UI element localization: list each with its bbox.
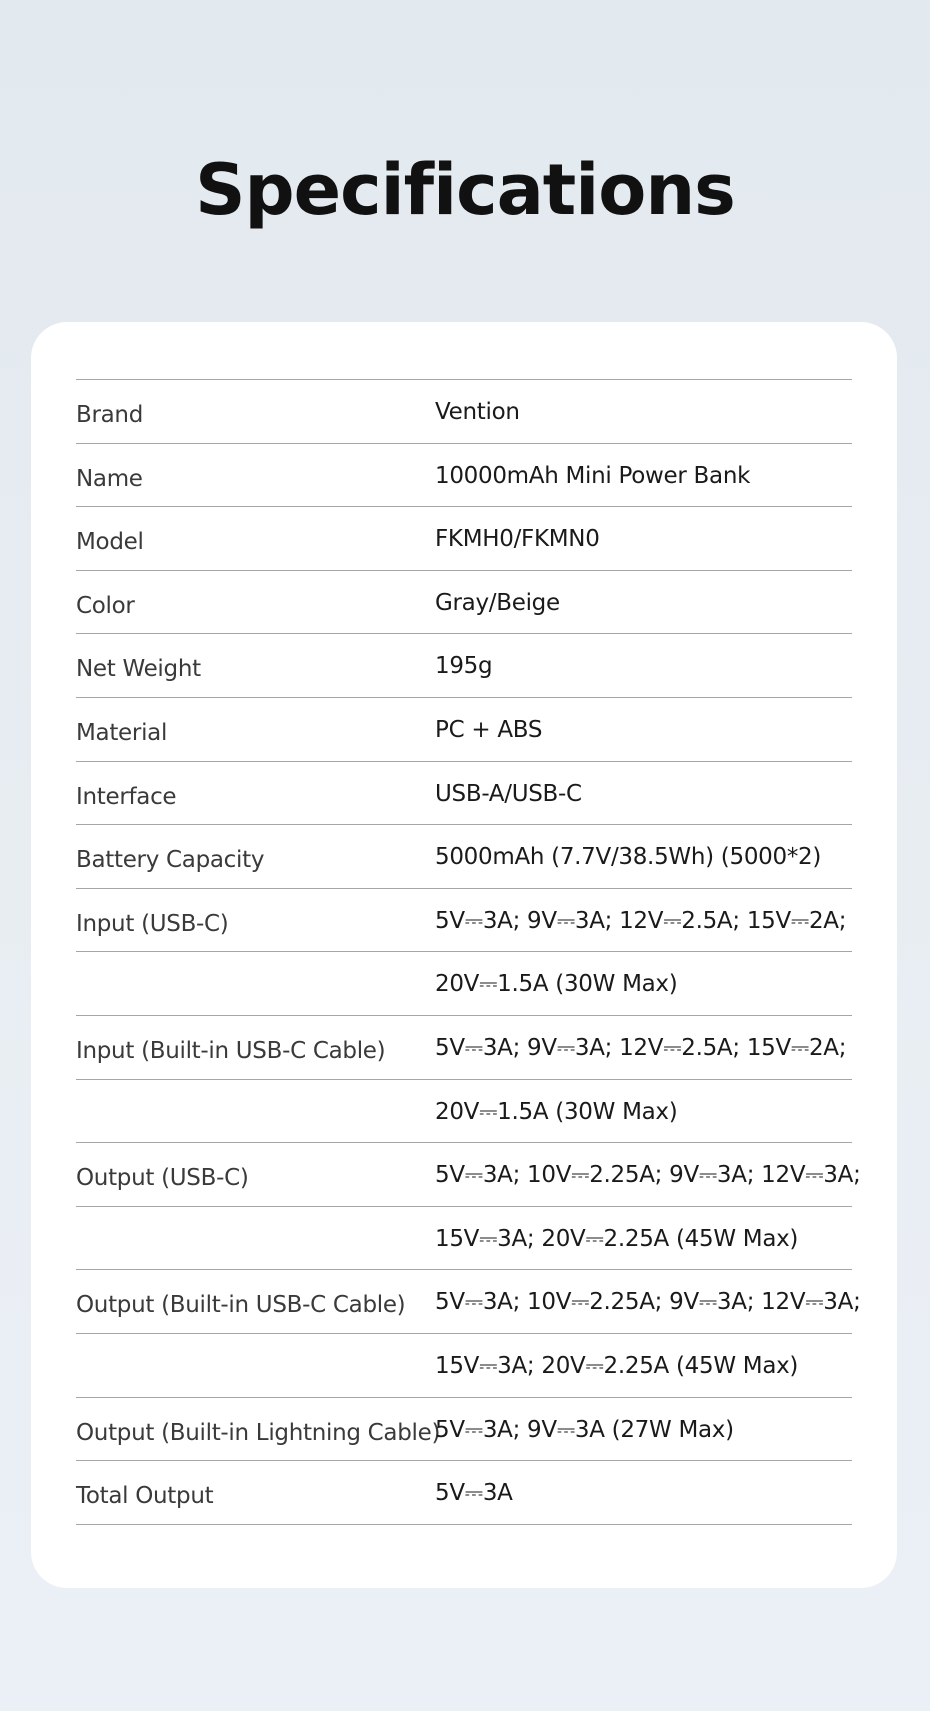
spec-value: Gray/Beige xyxy=(435,589,560,616)
spec-value: Vention xyxy=(435,399,520,425)
spec-label: Material xyxy=(76,719,168,746)
spec-label: Brand xyxy=(76,402,144,428)
spec-value: FKMH0/FKMN0 xyxy=(435,526,600,553)
spec-row xyxy=(76,571,852,635)
spec-label: Battery Capacity xyxy=(76,847,265,874)
spec-label: Output (USB-C) xyxy=(76,1165,249,1192)
spec-value: 5000mAh (7.7V/38.5Wh) (5000*2) xyxy=(435,844,822,871)
spec-label: Total Output xyxy=(76,1483,214,1510)
spec-label: Output (Built-in Lightning Cable) xyxy=(76,1419,441,1446)
spec-label: Net Weight xyxy=(76,656,201,683)
spec-row-continued xyxy=(76,1207,852,1271)
spec-value: 20V⎓1.5A (30W Max) xyxy=(435,1098,678,1125)
spec-row xyxy=(76,698,852,762)
spec-row-continued xyxy=(76,952,852,1016)
spec-value: 5V⎓3A; 9V⎓3A; 12V⎓2.5A; 15V⎓2A; xyxy=(435,907,847,934)
spec-value: USB-A/USB-C xyxy=(435,780,582,807)
spec-label: Input (USB-C) xyxy=(76,910,229,937)
spec-row xyxy=(76,634,852,698)
spec-label: Input (Built-in USB-C Cable) xyxy=(76,1037,386,1064)
spec-row xyxy=(76,507,852,571)
spec-value: 195g xyxy=(435,653,493,680)
spec-label: Model xyxy=(76,529,144,556)
spec-row xyxy=(76,1016,852,1080)
spec-row xyxy=(76,889,852,953)
spec-row xyxy=(76,1143,861,1207)
spec-value: 5V⎓3A; 9V⎓3A (27W Max) xyxy=(435,1416,734,1443)
spec-value: 5V⎓3A; 9V⎓3A; 12V⎓2.5A; 15V⎓2A; xyxy=(435,1034,847,1061)
page-title: Specifications xyxy=(195,149,735,231)
spec-row-continued xyxy=(76,1080,852,1144)
spec-label: Color xyxy=(76,592,135,619)
spec-row xyxy=(76,444,852,508)
spec-row xyxy=(76,380,852,444)
spec-value: 5V⎓3A; 10V⎓2.25A; 9V⎓3A; 12V⎓3A; xyxy=(435,1289,861,1316)
spec-label: Output (Built-in USB-C Cable) xyxy=(76,1292,406,1319)
spec-row xyxy=(76,1461,852,1525)
spec-value: PC + ABS xyxy=(435,716,543,743)
spec-row xyxy=(76,762,852,826)
spec-value: 20V⎓1.5A (30W Max) xyxy=(435,971,678,998)
spec-value: 5V⎓3A; 10V⎓2.25A; 9V⎓3A; 12V⎓3A; xyxy=(435,1162,861,1189)
spec-value: 10000mAh Mini Power Bank xyxy=(435,462,751,489)
spec-label: Interface xyxy=(76,783,177,810)
spec-value: 15V⎓3A; 20V⎓2.25A (45W Max) xyxy=(435,1352,799,1379)
spec-label: Name xyxy=(76,465,143,492)
spec-row-continued xyxy=(76,1334,852,1398)
spec-card xyxy=(31,322,897,1588)
spec-value: 5V⎓3A xyxy=(435,1480,513,1507)
spec-row xyxy=(76,1398,852,1462)
spec-table xyxy=(76,379,861,1525)
spec-row xyxy=(76,825,852,889)
spec-row xyxy=(76,1270,861,1334)
spec-value: 15V⎓3A; 20V⎓2.25A (45W Max) xyxy=(435,1225,799,1252)
